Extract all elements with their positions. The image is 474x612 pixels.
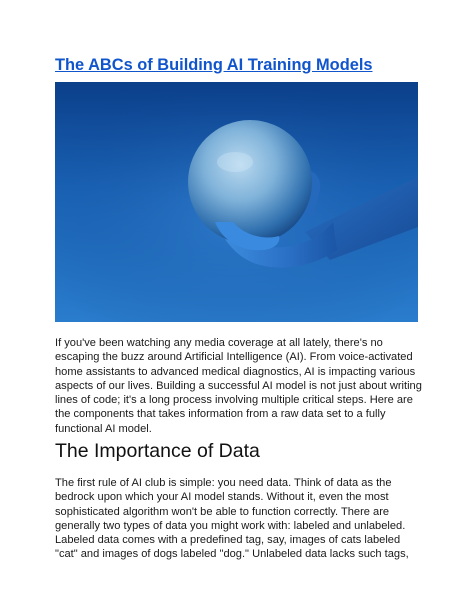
section-line: "cat" and images of dogs labeled "dog." Unlabeled data lacks such tags,	[55, 548, 409, 561]
intro-line: If you've been watching any media coverage at all lately, there's no	[55, 337, 383, 349]
section-line: The first rule of AI club is simple: you need data. Think of data as the	[55, 477, 392, 489]
hero-image-robot-hand-holding-sphere	[55, 82, 418, 322]
intro-line: home assistants to advanced medical diagnostics, AI is impacting various	[55, 365, 416, 378]
intro-line: the components that takes information from a raw data set to a fully	[55, 408, 386, 421]
article-title-link[interactable]: The ABCs of Building AI Training Models	[55, 56, 373, 74]
intro-paragraph	[55, 336, 425, 436]
section-line: generally two types of data you might work with: labeled and unlabeled.	[55, 519, 406, 532]
section-line: Labeled data comes with a predefined tag, say, images of cats labeled	[55, 534, 401, 547]
intro-line: aspects of our lives. Building a successful AI model is not just about writing	[55, 379, 422, 392]
section-line: bedrock upon which your AI model stands. Without it, even the most	[55, 491, 389, 504]
intro-line: functional AI model.	[55, 422, 152, 435]
robot-hand-illustration	[55, 82, 418, 322]
intro-line: escaping the buzz around Artificial Intelligence (AI). From voice-activated	[55, 351, 413, 364]
section-paragraph	[55, 476, 425, 562]
intro-line: lines of code; it's a long process involving multiple critical steps. Here are	[55, 394, 413, 407]
section-heading: The Importance of Data	[55, 440, 260, 462]
section-line: sophisticated algorithm won't be able to function correctly. There are	[55, 505, 390, 518]
